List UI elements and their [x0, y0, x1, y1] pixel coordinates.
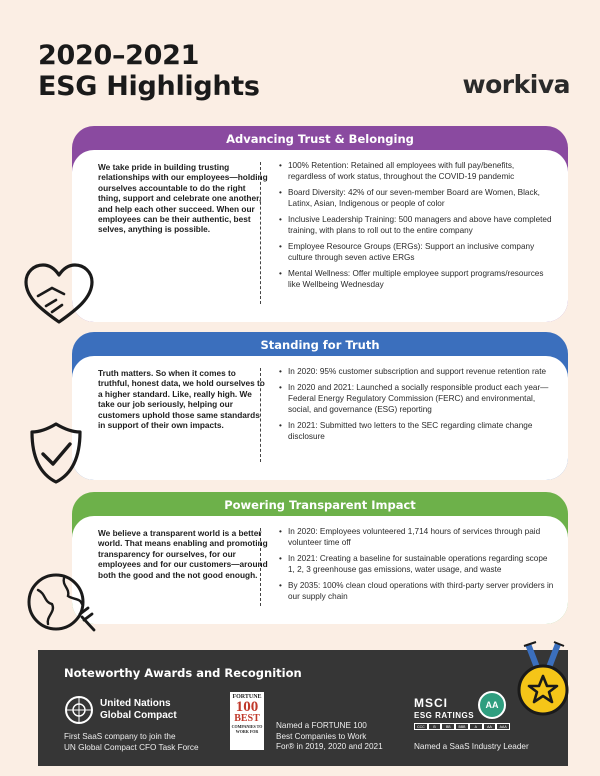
section-body — [72, 150, 568, 322]
list-item: • Board Diversity: 42% of our seven-member Board are Women, Black, Latinx, Asian, Indigenous or people of color — [279, 187, 554, 209]
list-item: • By 2035: 100% clean cloud operations with third-party server providers in our supply chain — [279, 580, 554, 602]
divider — [260, 528, 261, 606]
section-title: Advancing Trust & Belonging — [226, 132, 414, 146]
heart-handshake-icon — [22, 262, 96, 328]
shield-check-icon — [28, 420, 84, 486]
list-item: • In 2020: 95% customer subscription and support revenue retention rate — [279, 366, 554, 377]
list-item: • In 2021: Submitted two letters to the SEC regarding climate change disclosure — [279, 420, 554, 442]
list-item: • Mental Wellness: Offer multiple employee support programs/resources like Wellbeing Wednesday — [279, 268, 554, 290]
page-title — [38, 40, 260, 102]
bullet-list — [279, 526, 554, 607]
list-item: • In 2021: Creating a baseline for sustainable operations regarding scope 1, 2, 3 greenhouse gas emissions, water usage, and waste — [279, 553, 554, 575]
title-line-2: ESG Highlights — [38, 71, 260, 102]
msci-caption: Named a SaaS Industry Leader — [414, 742, 529, 751]
section-body — [72, 516, 568, 624]
divider — [260, 368, 261, 462]
section-trust-belonging — [72, 126, 568, 322]
fortune-caption: Named a FORTUNE 100 Best Companies to Work For® in 2019, 2020 and 2021 — [276, 721, 383, 751]
section-transparent-impact — [72, 492, 568, 624]
section-intro: We take pride in building trusting relationships with our employees—holding ourselves accountable to do the right thing, support and celebrate one another, and help each other succeed. When our employees can be their authentic, best selves, anything is possible. — [98, 162, 268, 235]
ungc-caption: First SaaS company to join the UN Global Compact CFO Task Force — [64, 732, 199, 752]
list-item: • Employee Resource Groups (ERGs): Support an inclusive company culture through seven active ERGs — [279, 241, 554, 263]
bullet-list — [279, 160, 554, 295]
list-item: • Inclusive Leadership Training: 500 managers and above have completed training, with plans to roll out to the entire company — [279, 214, 554, 236]
list-item: • In 2020: Employees volunteered 1,714 hours of services through paid volunteer time off — [279, 526, 554, 548]
globe-plug-icon — [24, 568, 98, 636]
fortune-badge: FORTUNE 100 BEST COMPANIES TO WORK FOR — [230, 692, 264, 750]
footer-title: Noteworthy Awards and Recognition — [64, 666, 302, 680]
divider — [260, 162, 261, 304]
list-item: • 100% Retention: Retained all employees with full pay/benefits, regardless of work status, throughout the COVID-19 pandemic — [279, 160, 554, 182]
un-globe-icon — [64, 695, 94, 725]
section-standing-truth — [72, 332, 568, 480]
section-title: Standing for Truth — [260, 338, 380, 352]
section-body — [72, 356, 568, 480]
msci-sub: ESG RATINGS — [414, 711, 475, 720]
ungc-name: United Nations Global Compact — [100, 698, 177, 721]
section-title: Powering Transparent Impact — [224, 498, 416, 512]
medal-star-icon — [510, 640, 576, 720]
section-intro: Truth matters. So when it comes to truthful, honest data, we hold ourselves to a higher standard. Like, really high. We take our job seriously, helping our customers uphold those same standards in support of their own impacts. — [98, 368, 265, 431]
workiva-logo: workiva — [462, 70, 570, 99]
msci-scale: CCC B BB BBB A AA AAA — [414, 723, 510, 730]
list-item: • In 2020 and 2021: Launched a socially responsible product each year—Federal Energy Regulatory Commission (FERC) and environmental, social, and governance (ESG) reporting — [279, 382, 554, 415]
msci-rating-badge: AA — [478, 691, 506, 719]
section-intro: We believe a transparent world is a better world. That means enabling and promoting transparency for ourselves, for our employees and for our customers—around both the good and the not good enough. — [98, 528, 268, 580]
msci-name: MSCI — [414, 696, 448, 710]
awards-footer — [38, 650, 568, 766]
bullet-list — [279, 366, 554, 447]
title-line-1: 2020–2021 — [38, 40, 200, 71]
